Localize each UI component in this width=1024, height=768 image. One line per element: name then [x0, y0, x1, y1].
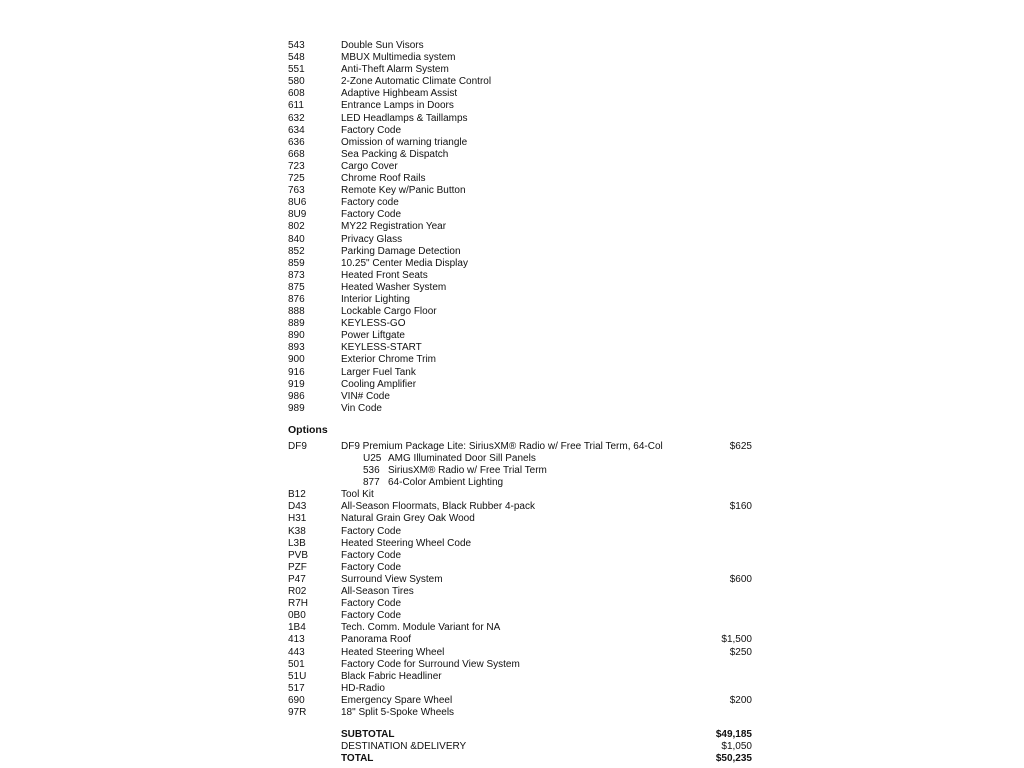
- standard-description: Cargo Cover: [341, 160, 398, 172]
- package-sub-item-description: AMG Illuminated Door Sill Panels: [388, 453, 536, 464]
- standard-row: [288, 391, 758, 403]
- option-description: Surround View System: [341, 573, 443, 585]
- standard-code: 859: [288, 257, 305, 269]
- standard-code: 611: [288, 100, 304, 112]
- option-row: [288, 550, 758, 562]
- option-row: [288, 634, 758, 646]
- standard-code: 875: [288, 281, 305, 293]
- option-code: PVB: [288, 549, 309, 561]
- standard-description: Sea Packing & Dispatch: [341, 148, 449, 160]
- option-row: [288, 647, 758, 659]
- standard-code: 873: [288, 269, 305, 281]
- standard-code: 668: [288, 148, 305, 160]
- standard-code: 889: [288, 318, 305, 330]
- standard-code: 608: [288, 88, 305, 100]
- subtotal-label: SUBTOTAL: [341, 729, 395, 741]
- standard-description: MY22 Registration Year: [341, 221, 447, 233]
- standard-code: 543: [288, 40, 305, 51]
- option-description: Heated Steering Wheel: [341, 646, 445, 658]
- option-row: [288, 441, 758, 453]
- standard-row: [288, 76, 758, 88]
- option-row: [288, 598, 758, 610]
- option-description: Black Fabric Headliner: [341, 670, 442, 682]
- standard-row: [288, 330, 758, 342]
- standard-row: [288, 209, 758, 221]
- standard-description: Factory Code: [341, 124, 402, 136]
- standard-code: 916: [288, 366, 305, 378]
- standard-row: [288, 221, 758, 233]
- standard-description: Double Sun Visors: [341, 40, 424, 51]
- option-row: [288, 707, 758, 719]
- standard-row: [288, 354, 758, 366]
- standard-row: [288, 40, 758, 52]
- standard-description: Vin Code: [341, 402, 382, 414]
- standard-code: 893: [288, 342, 305, 354]
- package-sub-item-code: U25: [363, 453, 382, 464]
- standard-description: Larger Fuel Tank: [341, 366, 416, 378]
- option-description: Tech. Comm. Module Variant for NA: [341, 622, 501, 634]
- option-description: Heated Steering Wheel Code: [341, 537, 472, 549]
- destination-value: $1,050: [721, 741, 752, 753]
- standard-row: [288, 318, 758, 330]
- total-row: [288, 753, 758, 765]
- option-code: 1B4: [288, 622, 306, 634]
- standard-row: [288, 185, 758, 197]
- option-row: [288, 501, 758, 513]
- option-description: Factory Code: [341, 549, 402, 561]
- option-row: [288, 586, 758, 598]
- option-row: [288, 538, 758, 550]
- standard-description: Factory code: [341, 197, 399, 209]
- standard-code: 636: [288, 136, 305, 148]
- options-section-title: Options: [288, 423, 328, 436]
- standard-description: 2-Zone Automatic Climate Control: [341, 76, 492, 88]
- standard-description: Power Liftgate: [341, 330, 405, 342]
- option-code: B12: [288, 489, 306, 501]
- option-row: [288, 526, 758, 538]
- option-row: [288, 574, 758, 586]
- standard-description: LED Headlamps & Taillamps: [341, 112, 468, 124]
- standard-equipment-list: [288, 40, 758, 415]
- option-description: Factory Code for Surround View System: [341, 658, 520, 670]
- standard-code: 548: [288, 52, 305, 64]
- standard-code: 989: [288, 402, 305, 414]
- standard-description: Interior Lighting: [341, 293, 410, 305]
- option-price: $600: [729, 573, 752, 585]
- option-description: Factory Code: [341, 610, 402, 622]
- option-description: Factory Code: [341, 525, 402, 537]
- standard-row: [288, 367, 758, 379]
- window-sticker-list: [288, 40, 758, 765]
- option-code: 501: [288, 658, 305, 670]
- option-price: $625: [729, 440, 752, 452]
- standard-row: [288, 125, 758, 137]
- standard-row: [288, 234, 758, 246]
- option-description: Panorama Roof: [341, 634, 412, 646]
- option-description: Natural Grain Grey Oak Wood: [341, 513, 475, 525]
- package-sub-item-row: [288, 465, 758, 477]
- standard-description: Heated Front Seats: [341, 269, 428, 281]
- standard-description: Entrance Lamps in Doors: [341, 100, 454, 112]
- total-value: $50,235: [715, 753, 752, 765]
- options-list: [288, 441, 758, 719]
- standard-code: 763: [288, 185, 305, 197]
- option-row: [288, 562, 758, 574]
- standard-description: MBUX Multimedia system: [341, 52, 456, 64]
- option-row: [288, 659, 758, 671]
- standard-description: Exterior Chrome Trim: [341, 354, 437, 366]
- standard-row: [288, 100, 758, 112]
- standard-row: [288, 306, 758, 318]
- standard-row: [288, 137, 758, 149]
- standard-row: [288, 379, 758, 391]
- standard-code: 725: [288, 173, 305, 185]
- standard-description: KEYLESS-START: [341, 342, 422, 354]
- standard-code: 634: [288, 124, 305, 136]
- standard-row: [288, 64, 758, 76]
- package-sub-item-code: 877: [363, 477, 380, 489]
- option-row: [288, 489, 758, 501]
- standard-code: 986: [288, 390, 305, 402]
- standard-description: Heated Washer System: [341, 281, 447, 293]
- option-price: $1,500: [721, 634, 752, 646]
- totals-block: [288, 729, 758, 765]
- option-row: [288, 671, 758, 683]
- option-description: DF9 Premium Package Lite: SiriusXM® Radio w/ Free Trial Term, 64-Col: [341, 440, 663, 452]
- option-description: All-Season Floormats, Black Rubber 4-pack: [341, 501, 535, 513]
- standard-code: 900: [288, 354, 305, 366]
- standard-row: [288, 52, 758, 64]
- option-row: [288, 513, 758, 525]
- total-label: TOTAL: [341, 753, 374, 765]
- standard-row: [288, 173, 758, 185]
- package-sub-item-row: [288, 477, 758, 489]
- option-description: Factory Code: [341, 561, 402, 573]
- standard-row: [288, 113, 758, 125]
- standard-row: [288, 258, 758, 270]
- option-code: R7H: [288, 598, 309, 610]
- option-code: R02: [288, 586, 307, 598]
- option-description: Factory Code: [341, 598, 402, 610]
- option-row: [288, 683, 758, 695]
- option-code: DF9: [288, 440, 307, 452]
- standard-row: [288, 149, 758, 161]
- standard-description: Chrome Roof Rails: [341, 173, 426, 185]
- subtotal-row: [288, 729, 758, 741]
- standard-code: 8U9: [288, 209, 307, 221]
- standard-description: Parking Damage Detection: [341, 245, 461, 257]
- standard-row: [288, 88, 758, 100]
- standard-code: 632: [288, 112, 305, 124]
- standard-description: Privacy Glass: [341, 233, 403, 245]
- option-code: D43: [288, 501, 307, 513]
- standard-row: [288, 161, 758, 173]
- standard-description: Adaptive Highbeam Assist: [341, 88, 458, 100]
- standard-code: 551: [288, 64, 305, 76]
- destination-label: DESTINATION &DELIVERY: [341, 741, 467, 753]
- standard-row: [288, 246, 758, 258]
- standard-description: Cooling Amplifier: [341, 378, 417, 390]
- standard-code: 840: [288, 233, 305, 245]
- option-price: $200: [729, 694, 752, 706]
- standard-code: 888: [288, 306, 305, 318]
- option-code: 0B0: [288, 610, 306, 622]
- option-description: 18" Split 5-Spoke Wheels: [341, 706, 455, 718]
- standard-code: 890: [288, 330, 305, 342]
- standard-code: 723: [288, 160, 305, 172]
- option-code: 97R: [288, 706, 307, 718]
- option-code: 690: [288, 694, 305, 706]
- standard-row: [288, 197, 758, 209]
- standard-code: 919: [288, 378, 305, 390]
- standard-code: 802: [288, 221, 305, 233]
- option-description: Tool Kit: [341, 489, 374, 501]
- option-row: [288, 610, 758, 622]
- option-row: [288, 695, 758, 707]
- standard-description: KEYLESS-GO: [341, 318, 406, 330]
- standard-description: Omission of warning triangle: [341, 136, 468, 148]
- option-code: PZF: [288, 561, 307, 573]
- subtotal-value: $49,185: [715, 729, 752, 741]
- package-sub-item-description: 64-Color Ambient Lighting: [388, 477, 504, 489]
- standard-description: Anti-Theft Alarm System: [341, 64, 449, 76]
- standard-code: 876: [288, 293, 305, 305]
- option-description: All-Season Tires: [341, 586, 414, 598]
- option-code: H31: [288, 513, 307, 525]
- option-price: $250: [729, 646, 752, 658]
- option-price: $160: [729, 501, 752, 513]
- standard-row: [288, 282, 758, 294]
- standard-code: 580: [288, 76, 305, 88]
- package-sub-item-row: [288, 453, 758, 465]
- standard-row: [288, 270, 758, 282]
- option-code: 443: [288, 646, 305, 658]
- standard-description: Lockable Cargo Floor: [341, 306, 437, 318]
- standard-description: Remote Key w/Panic Button: [341, 185, 466, 197]
- standard-description: 10.25" Center Media Display: [341, 257, 468, 269]
- package-sub-item-code: 536: [363, 465, 380, 477]
- standard-code: 852: [288, 245, 305, 257]
- standard-description: VIN# Code: [341, 390, 390, 402]
- option-code: 51U: [288, 670, 307, 682]
- destination-row: [288, 741, 758, 753]
- option-description: HD-Radio: [341, 682, 385, 694]
- standard-row: [288, 294, 758, 306]
- option-code: P47: [288, 573, 306, 585]
- option-description: Emergency Spare Wheel: [341, 694, 453, 706]
- option-code: 517: [288, 682, 305, 694]
- option-code: 413: [288, 634, 305, 646]
- standard-row: [288, 403, 758, 415]
- standard-code: 8U6: [288, 197, 307, 209]
- standard-description: Factory Code: [341, 209, 402, 221]
- option-code: L3B: [288, 537, 306, 549]
- option-code: K38: [288, 525, 306, 537]
- standard-row: [288, 342, 758, 354]
- option-row: [288, 622, 758, 634]
- package-sub-item-description: SiriusXM® Radio w/ Free Trial Term: [388, 465, 547, 477]
